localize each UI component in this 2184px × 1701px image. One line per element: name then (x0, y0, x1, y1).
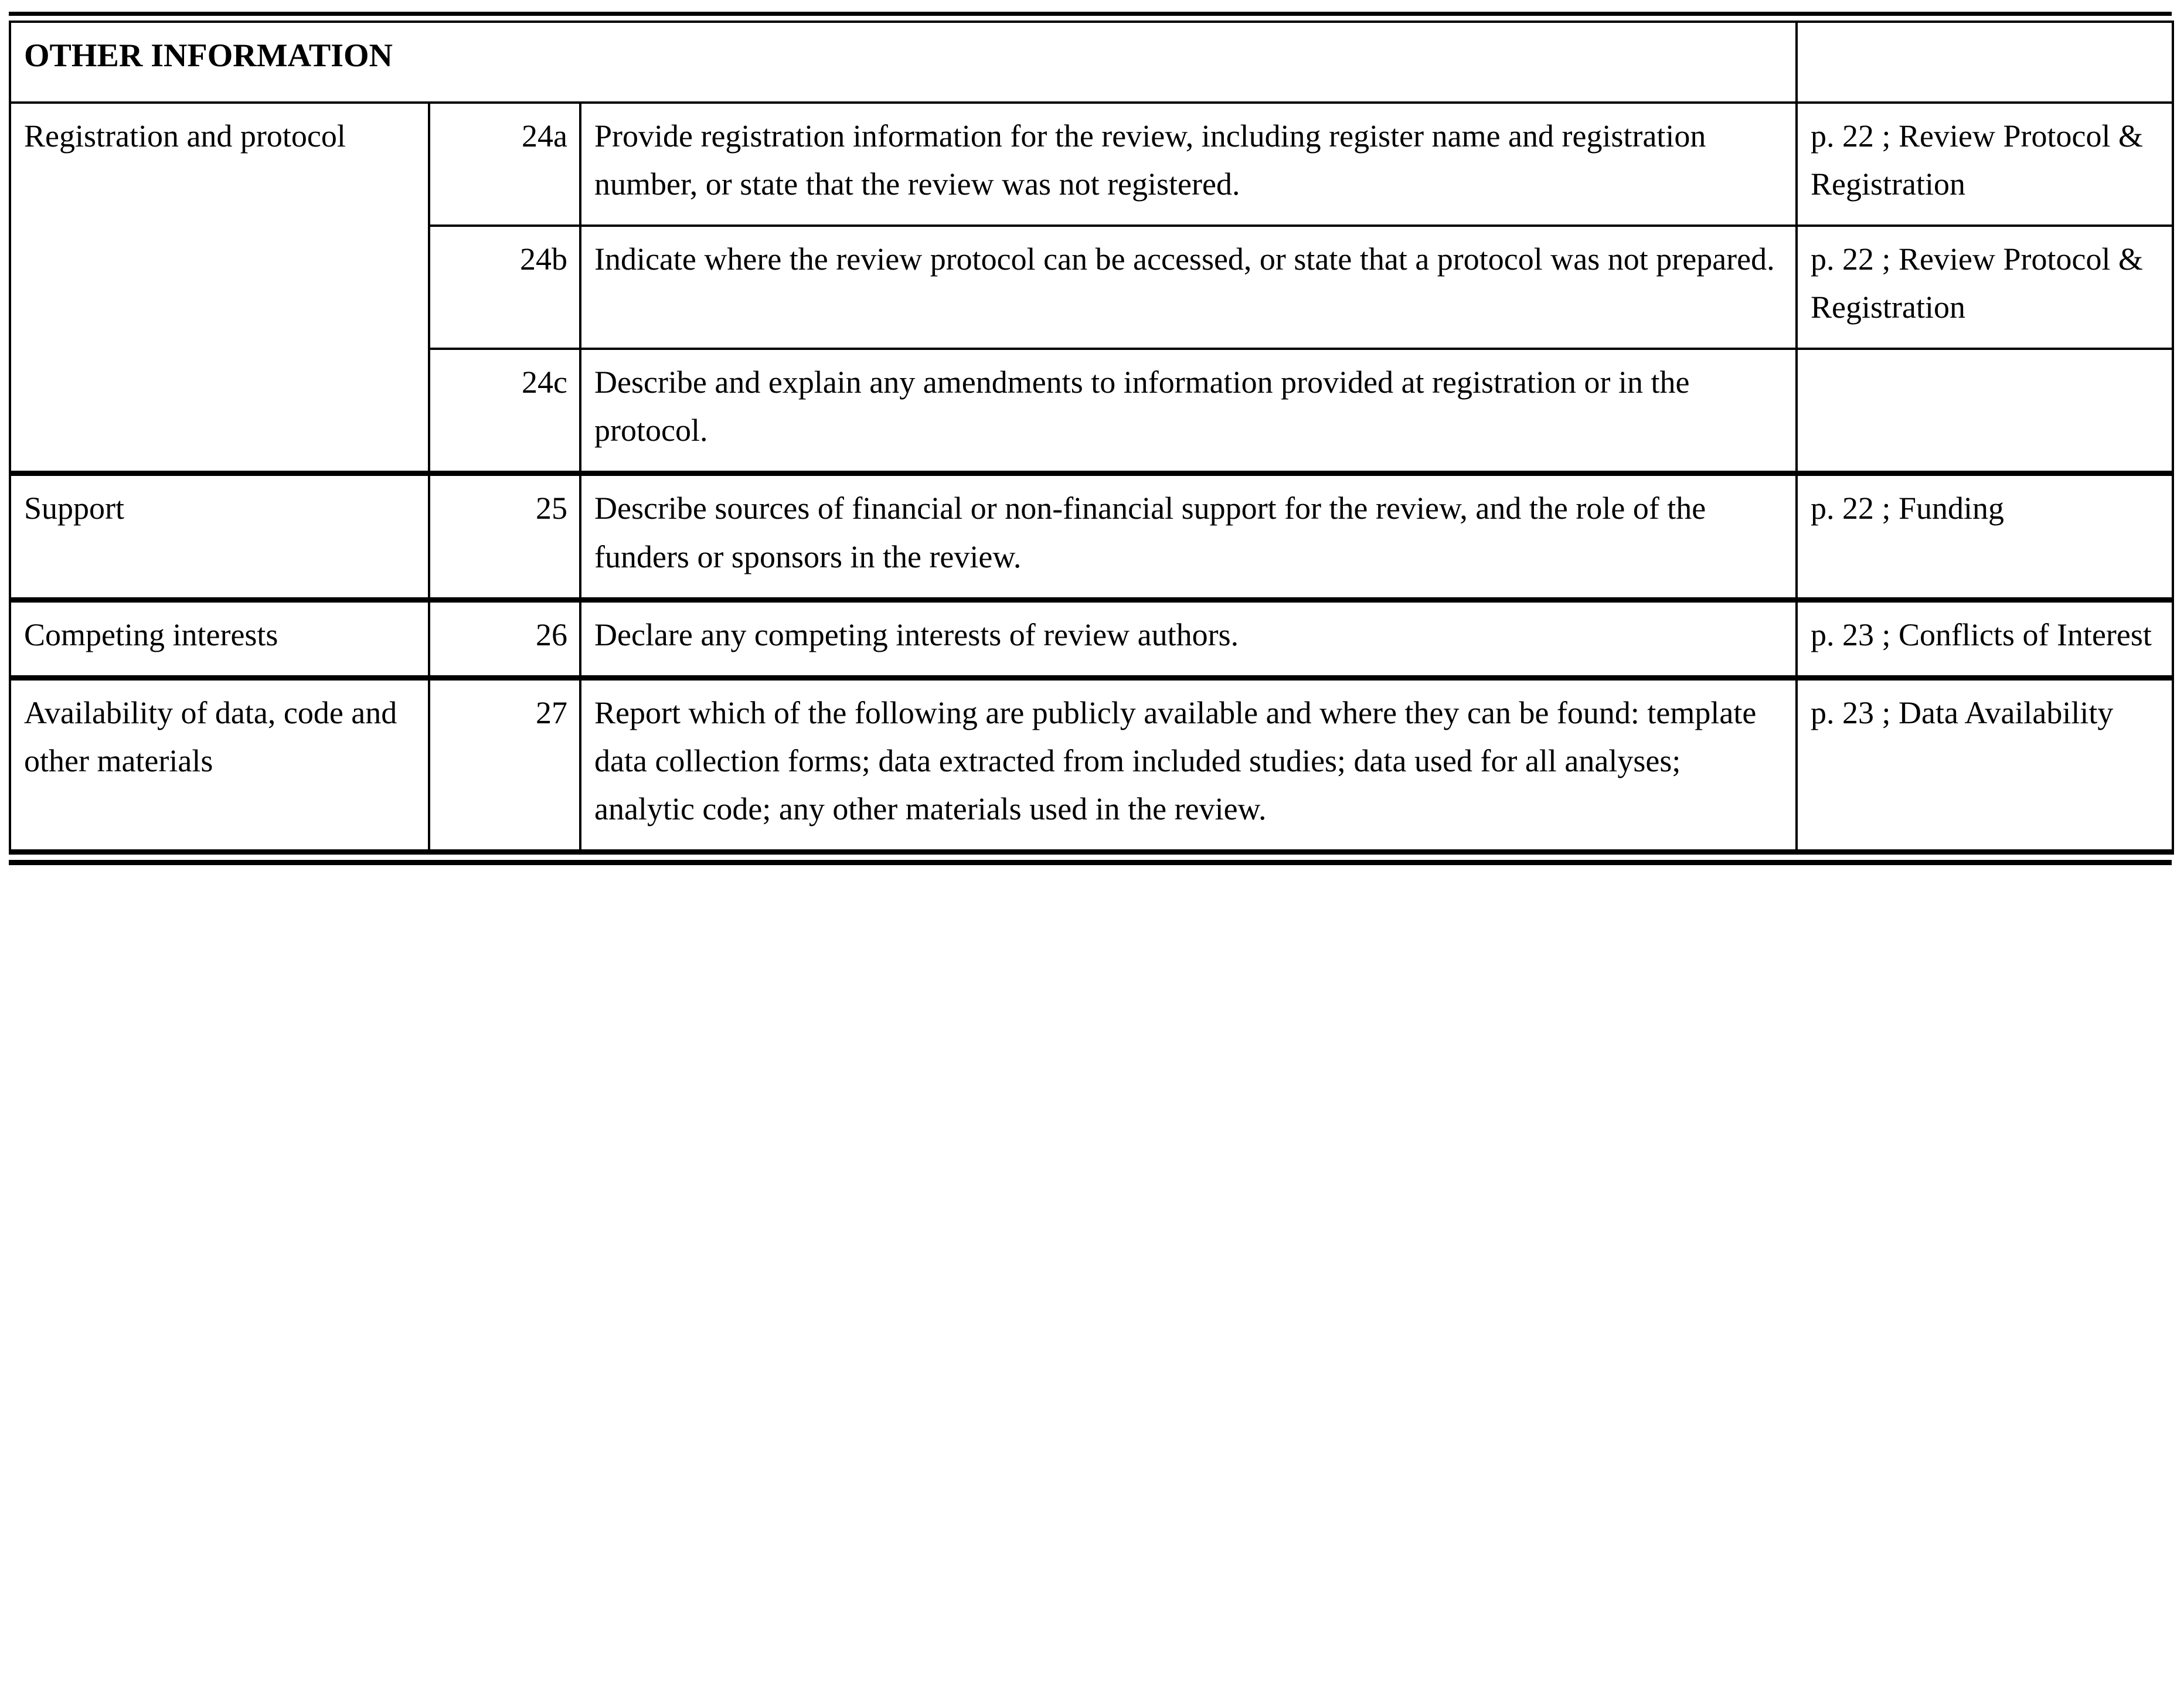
checklist-item-24b: Indicate where the review protocol can be accessed, or state that a protocol was not prepared. (580, 226, 1797, 349)
item-number-25: 25 (429, 474, 580, 600)
item-number-27: 27 (429, 678, 580, 852)
item-number-26: 26 (429, 600, 580, 678)
location-24c-shaded-empty (1797, 349, 2173, 474)
location-24a: p. 22 ; Review Protocol & Registration (1797, 103, 2173, 226)
checklist-item-25: Describe sources of financial or non-financial support for the review, and the role of the funders or sponsors in the review. (580, 474, 1797, 600)
table-top-rule-gap (9, 16, 2172, 21)
table-outer-bottom-rule (9, 860, 2172, 865)
table-row (10, 678, 2173, 852)
item-number-24b: 24b (429, 226, 580, 349)
checklist-item-24c: Describe and explain any amendments to information provided at registration or in the protocol. (580, 349, 1797, 474)
topic-registration-and-protocol: Registration and protocol (10, 103, 429, 474)
table-row (10, 600, 2173, 678)
item-number-24a: 24a (429, 103, 580, 226)
section-title: OTHER INFORMATION (10, 22, 1797, 103)
table-outer-top-rule (9, 12, 2172, 16)
prisma-other-information-table-wrapper (9, 12, 2172, 865)
topic-support: Support (10, 474, 429, 600)
table-row (10, 103, 2173, 226)
table-bottom-rule-gap (9, 855, 2172, 860)
location-24b: p. 22 ; Review Protocol & Registration (1797, 226, 2173, 349)
section-header-location-cell (1797, 22, 2173, 103)
prisma-checklist-table (9, 21, 2174, 855)
checklist-item-24a: Provide registration information for the review, including register name and registration number, or state that the review was not registered. (580, 103, 1797, 226)
item-number-24c: 24c (429, 349, 580, 474)
checklist-item-26: Declare any competing interests of review authors. (580, 600, 1797, 678)
location-27: p. 23 ; Data Availability (1797, 678, 2173, 852)
location-25: p. 22 ; Funding (1797, 474, 2173, 600)
checklist-item-27: Report which of the following are publicly available and where they can be found: template data collection forms; data extracted from included studies; data used for all analyses; analytic code; any other materials used in the review. (580, 678, 1797, 852)
table-row (10, 474, 2173, 600)
location-26: p. 23 ; Conflicts of Interest (1797, 600, 2173, 678)
section-header-row (10, 22, 2173, 103)
topic-competing-interests: Competing interests (10, 600, 429, 678)
topic-availability-of-data-code-and-other-materials: Availability of data, code and other materials (10, 678, 429, 852)
